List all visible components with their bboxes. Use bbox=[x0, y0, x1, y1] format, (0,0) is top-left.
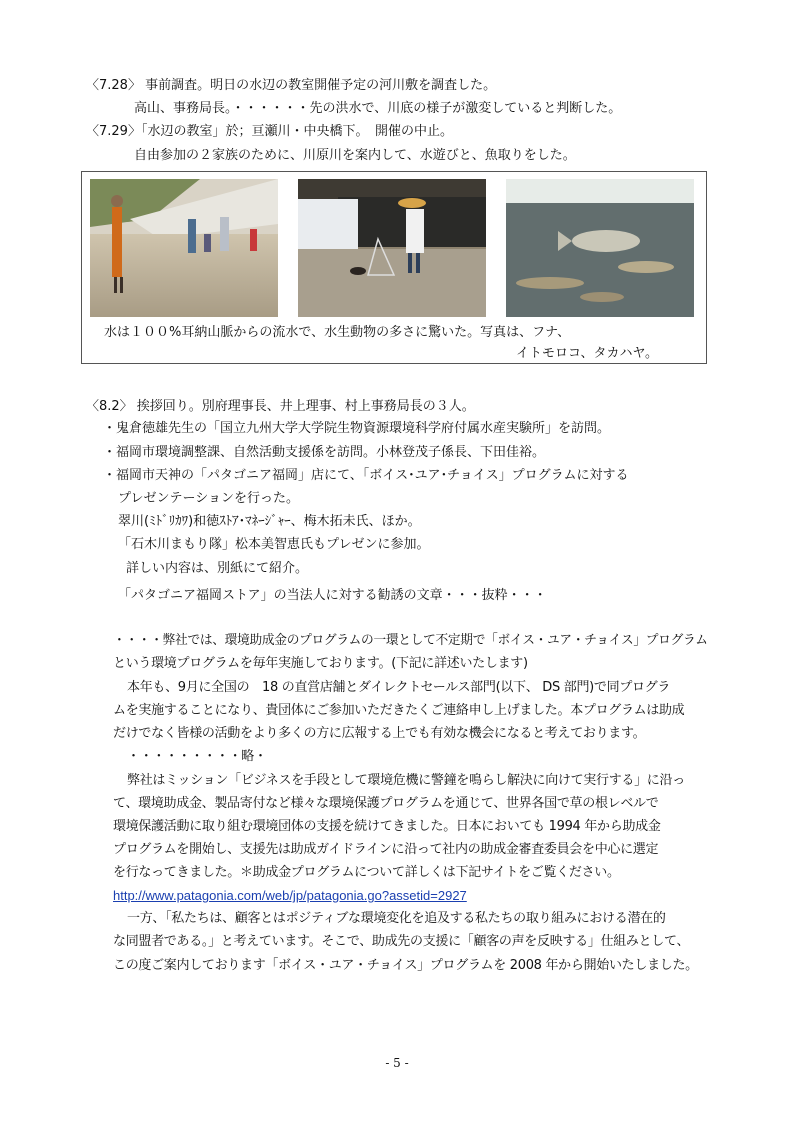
excerpt-heading: 「パタゴニア福岡ストア」の当法人に対する勧誘の文章・・・抜粋・・・ bbox=[118, 588, 547, 603]
log-line-7-29: 〈7.29〉「水辺の教室」於；亘瀬川・中央橋下。 開催の中止。 bbox=[86, 124, 453, 139]
visit-line-presentation: プレゼンテーションを行った。 bbox=[118, 491, 299, 506]
log-line-families: 自由参加の２家族のために、川原川を案内して、水遊びと、魚取りをした。 bbox=[134, 148, 576, 163]
visit-line-ishikigawa: 「石木川まもり隊」松本美智恵氏もプレゼンに参加。 bbox=[118, 537, 430, 552]
river-family-photo bbox=[90, 179, 278, 317]
photo-caption-line-1: 水は１００%耳納山脈からの流水で、水生動物の多さに驚いた。写真は、フナ、 bbox=[104, 325, 571, 340]
log-line-survey-result: 高山、事務局長。・・・・・・先の洪水で、川底の様子が激変していると判断した。 bbox=[134, 101, 622, 116]
excerpt-omission: ・・・・・・・・・略・ bbox=[127, 749, 267, 764]
excerpt-p1-line-1: ・・・・弊社では、環境助成金のプログラムの一環として不定期で「ボイス・ユア・チョイス」プログラム bbox=[113, 633, 708, 648]
excerpt-p1-line-2: という環境プログラムを毎年実施しております。(下記に詳述いたします) bbox=[113, 656, 528, 671]
excerpt-p2-line-1: 本年も、9月に全国の 18 の直営店舗とダイレクトセールス部門(以下、 DS 部門)で同プログラ bbox=[127, 680, 671, 695]
patagonia-grant-link[interactable]: http://www.patagonia.com/web/jp/patagonia.go?assetid=2927 bbox=[113, 888, 467, 903]
excerpt-p3-line-2: て、環境助成金、製品寄付など様々な環境保護プログラムを通じて、世界各国で草の根レベルで bbox=[113, 796, 659, 811]
excerpt-p4-line-1: 一方、「私たちは、顧客とはポジティブな環境変化を追及する私たちの取り組みにおける潜在的 bbox=[127, 911, 666, 926]
excerpt-p2-line-2: ムを実施することになり、貴団体にご参加いただきたくご連絡申し上げました。本プログラムは助成 bbox=[113, 703, 685, 718]
photo-box bbox=[81, 171, 707, 364]
excerpt-p4-line-2: な同盟者である。」と考えています。そこで、助成先の支援に「顧客の声を反映する」仕組みとして、 bbox=[113, 934, 690, 949]
visit-line-8-2: 〈8.2〉 挨拶回り。別府理事長、井上理事、村上事務局長の３人。 bbox=[86, 399, 475, 414]
photo-caption-line-2: イトモロコ、タカハヤ。 bbox=[516, 346, 658, 361]
excerpt-p3-line-1: 弊社はミッション「ビジネスを手段として環境危機に警鐘を鳴らし解決に向けて実行する」に沿っ bbox=[127, 773, 685, 788]
waterfall-net-photo bbox=[298, 179, 486, 317]
log-line-7-28: 〈7.28〉 事前調査。明日の水辺の教室開催予定の河川敷を調査した。 bbox=[86, 78, 497, 93]
excerpt-p3-line-4: プログラムを開始し、支援先は助成ガイドラインに沿って社内の助成金審査委員会を中心に選定 bbox=[113, 842, 659, 857]
visit-line-kyushu-univ: ・鬼倉徳雄先生の「国立九州大学大学院生物資源環境科学府付属水産実験所」を訪問。 bbox=[103, 421, 611, 436]
visit-line-patagonia: ・福岡市天神の「パタゴニア福岡」店にて、「ボイス･ユア･チョイス」プログラムに対する bbox=[103, 468, 629, 483]
visit-line-fukuoka-city: ・福岡市環境調整課、自然活動支援係を訪問。小林登茂子係長、下田佳裕。 bbox=[103, 445, 546, 460]
excerpt-p3-line-5: を行なってきました。＊助成金プログラムについて詳しくは下記サイトをご覧ください。 bbox=[113, 865, 620, 880]
excerpt-p4-line-3: この度ご案内しております「ボイス・ユア・チョイス」プログラムを 2008 年から開始いたしました。 bbox=[113, 958, 698, 973]
excerpt-p2-line-3: だけでなく皆様の活動をより多くの方に広報する上でも有効な機会になると考えております。 bbox=[113, 726, 646, 741]
fish-tank-photo bbox=[506, 179, 694, 317]
visit-line-attendees: 翠川(ﾐﾄﾞﾘｶﾜ)和徳ｽﾄｱ･ﾏﾈｰｼﾞｬｰ、梅木拓未氏、ほか。 bbox=[118, 514, 421, 529]
page-number: - 5 - bbox=[385, 1056, 409, 1070]
excerpt-p3-line-3: 環境保護活動に取り組む環境団体の支援を続けてきました。日本においても 1994 年から助成金 bbox=[113, 819, 661, 834]
visit-line-details: 詳しい内容は、別紙にて紹介。 bbox=[126, 561, 309, 576]
